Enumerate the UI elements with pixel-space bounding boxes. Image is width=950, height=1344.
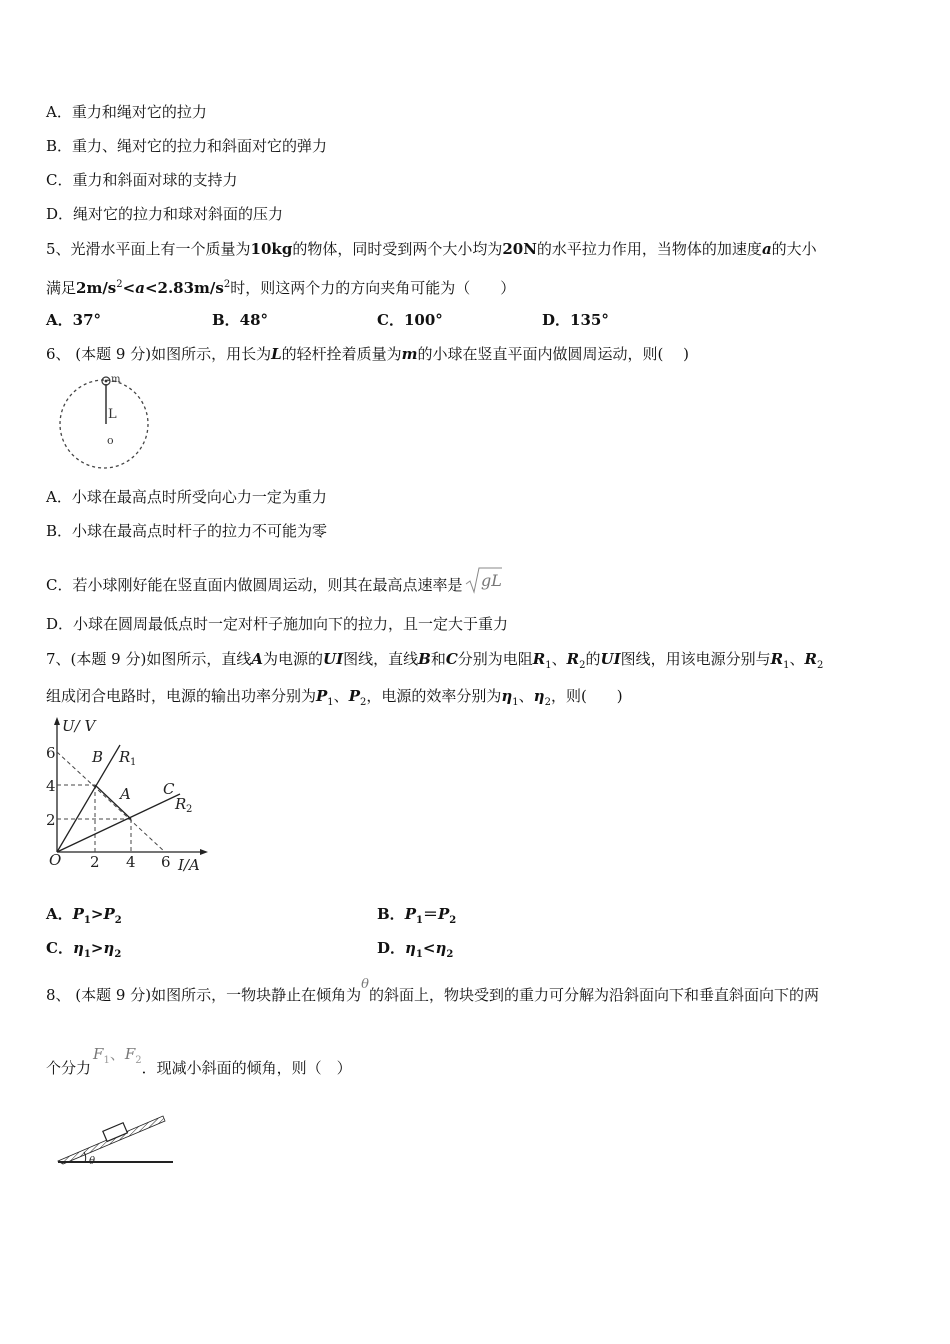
q4-option-d: D．绳对它的拉力和球对斜面的压力 [46, 205, 284, 223]
q5-option-b: B．48° [212, 311, 269, 329]
q5-option-a: A．37° [46, 311, 102, 329]
q7-ui-graph [40, 712, 215, 878]
y-tick-2: 2 [46, 811, 56, 829]
label-r1: R [119, 748, 131, 766]
axis-y-label: U/ V [62, 717, 96, 735]
q7-option-a: A．$P_1>P_2$ [46, 905, 122, 926]
q4-option-c: C．重力和斜面对球的支持力 [46, 171, 238, 189]
label-c: C [163, 780, 175, 798]
q8-incline-figure [55, 1108, 180, 1170]
label-r2: R [175, 795, 187, 813]
q6-option-a: A．小球在最高点时所受向心力一定为重力 [46, 488, 327, 506]
q7-stem-line2: 组成闭合电路时，电源的输出功率分别为$P_1$、$P_2$，电源的效率分别为$\eta_1$、$\eta_2$，则( ) [46, 687, 623, 708]
q6-option-b: B．小球在最高点时杆子的拉力不可能为零 [46, 522, 328, 540]
q6-stem: 6、 (本题 9 分)如图所示，用长为L的轻杆拴着质量为m的小球在竖直平面内做圆周运动，则( ) [46, 345, 690, 363]
q6-option-c: C．若小球刚好能在竖直面内做圆周运动，则其在最高点速率是 gL [46, 566, 504, 596]
origin-label: O [49, 851, 62, 869]
q7-stem-line1: 7、(本题 9 分)如图所示，直线A为电源的UI图线，直线B和C分别为电阻$R_1$、$R_2$的UI图线，用该电源分别与$R_1$、$R_2$ [46, 650, 824, 671]
q7-option-c: C．$\eta_1>\eta_2$ [46, 939, 122, 960]
line-c-r2 [57, 794, 180, 852]
q6-fig-label-o: o [107, 434, 114, 447]
q5-stem-line1: 5、光滑水平面上有一个质量为10kg的物体，同时受到两个大小均为20N的水平拉力作用，当物体的加速度a的大小 [46, 240, 817, 258]
q4-option-a: A．重力和绳对它的拉力 [46, 103, 207, 121]
label-b: B [92, 748, 104, 766]
q8-stem-line2: 个分力$F_1$、$F_2$．现减小斜面的倾角，则（ ） [46, 1045, 352, 1077]
q6-option-d: D．小球在圆周最低点时一定对杆子施加向下的拉力，且一定大于重力 [46, 615, 509, 633]
x-tick-6: 6 [161, 853, 171, 871]
q6-fig-label-m: m [111, 374, 121, 385]
x-tick-2: 2 [90, 853, 100, 871]
sqrt-gl-formula [464, 566, 504, 596]
q7-option-d: D．$\eta_1<\eta_2$ [377, 939, 454, 960]
q4-option-b: B．重力、绳对它的拉力和斜面对它的弹力 [46, 137, 328, 155]
q7-option-b: B．$P_1=P_2$ [377, 905, 457, 926]
axis-x-label: I/A [178, 856, 200, 874]
label-a: A [120, 785, 131, 803]
q6-fig-label-L: L [108, 407, 117, 422]
q8-stem-line1: 8、 (本题 9 分)如图所示，一物块静止在倾角为θ的斜面上，物块受到的重力可分解为沿斜面向下和垂直斜面向下的两 [46, 977, 819, 1004]
q5-option-c: C．100° [377, 311, 443, 329]
fig-theta-label: θ [89, 1156, 96, 1167]
q5-stem-line2: 满足$2m/s^2<a<2.83m/s^2$时，则这两个力的方向夹角可能为（ ） [46, 279, 516, 297]
y-tick-6: 6 [46, 744, 56, 762]
line-b-r1 [57, 745, 120, 852]
svg-text:gL: gL [481, 571, 503, 590]
label-r2-sub: 2 [186, 804, 193, 815]
x-tick-4: 4 [126, 853, 136, 871]
label-r1-sub: 1 [130, 757, 137, 768]
y-tick-4: 4 [46, 777, 56, 795]
q6-circle-figure [55, 372, 155, 474]
q5-option-d: D．135° [542, 311, 609, 329]
